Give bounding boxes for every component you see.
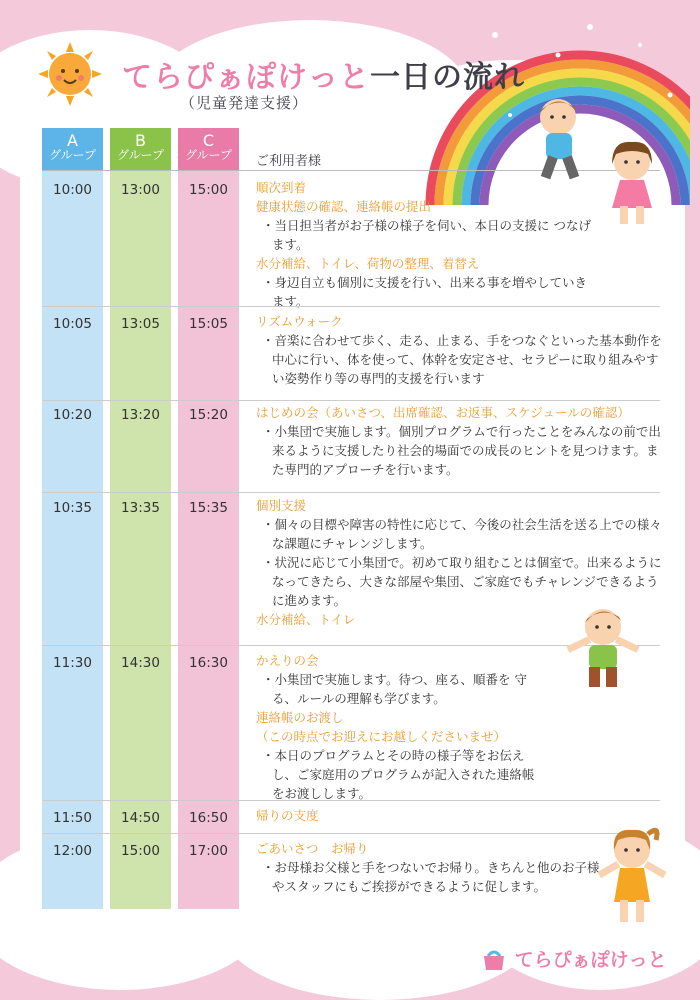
time-group-a: 10:05 bbox=[53, 316, 92, 332]
activity-heading: 健康状態の確認、連絡帳の提出 bbox=[256, 199, 432, 214]
time-group-c: 17:00 bbox=[189, 843, 228, 859]
group-b-letter: B bbox=[135, 131, 146, 150]
running-boy-icon bbox=[520, 95, 590, 190]
activity-detail: ・状況に応じて小集団で。初めて取り組むことは個室で。出来るようになってきたら、大きな部屋や集団、ご家庭でもチャレンジできるように進めます。 bbox=[262, 555, 662, 608]
pocket-logo-icon bbox=[480, 948, 508, 974]
time-group-b: 13:00 bbox=[121, 182, 160, 198]
time-group-b: 15:00 bbox=[121, 843, 160, 859]
group-a-label: グループ bbox=[48, 148, 97, 162]
time-group-c: 15:20 bbox=[189, 407, 228, 423]
group-c-letter: C bbox=[202, 131, 215, 150]
group-b-label: グループ bbox=[116, 148, 165, 162]
time-group-a: 10:20 bbox=[53, 407, 92, 423]
row-divider bbox=[42, 306, 660, 307]
time-group-b: 13:35 bbox=[121, 500, 160, 516]
time-group-b: 14:30 bbox=[121, 655, 160, 671]
activity-description bbox=[256, 403, 666, 479]
time-group-c: 16:50 bbox=[189, 810, 228, 826]
activity-heading: リズムウォーク bbox=[256, 314, 343, 329]
time-group-a: 10:00 bbox=[53, 182, 92, 198]
group-c-label: グループ bbox=[184, 148, 233, 162]
activity-detail: ・個々の目標や障害の特性に応じて、今後の社会生活を送る上での様々な課題にチャレンジします。 bbox=[262, 517, 662, 551]
activity-detail: ・小集団で実施します。待つ、座る、順番を 守る、ルールの理解も学びます。 bbox=[262, 672, 527, 706]
time-group-c: 16:30 bbox=[189, 655, 228, 671]
activity-heading: ごあいさつ お帰り bbox=[256, 841, 369, 856]
row-divider bbox=[42, 833, 660, 834]
footer-logo-text: てらぴぁぽけっと bbox=[514, 949, 667, 971]
running-girl-icon bbox=[598, 140, 666, 230]
activity-description bbox=[256, 178, 596, 311]
time-group-c: 15:05 bbox=[189, 316, 228, 332]
activity-heading: 個別支援 bbox=[256, 498, 307, 513]
activity-description bbox=[256, 839, 601, 896]
row-divider bbox=[42, 400, 660, 401]
time-group-a: 10:35 bbox=[53, 500, 92, 516]
group-a-column bbox=[42, 128, 103, 909]
time-group-a: 11:50 bbox=[53, 810, 92, 826]
activity-detail: ・当日担当者がお子様の様子を伺い、本日の支援に つなげます。 bbox=[262, 218, 591, 252]
time-group-a: 12:00 bbox=[53, 843, 92, 859]
activity-heading: （この時点でお迎えにお越しくださいませ） bbox=[256, 729, 507, 744]
activity-detail: ・身辺自立も個別に支援を行い、出来る事を増やしていきます。 bbox=[262, 275, 588, 309]
group-a-header bbox=[42, 128, 103, 170]
title-text: 一日の流れ bbox=[370, 60, 525, 95]
time-group-b: 13:05 bbox=[121, 316, 160, 332]
time-group-c: 15:35 bbox=[189, 500, 228, 516]
brand-name: てらぴぁぽけっと bbox=[122, 60, 370, 95]
footer-logo bbox=[480, 945, 667, 974]
activity-detail: ・小集団で実施します。個別プログラムで行ったことをみんなの前で出来るように支援したり社会的場面での成長のヒントを見つけます。また専門的アプローチを行います。 bbox=[262, 424, 661, 477]
waving-girl-icon bbox=[598, 820, 668, 930]
activity-detail: ・音楽に合わせて歩く、走る、止まる、手をつなぐといった基本動作を中心に行い、体を使って、体幹を安定させ、セラピーに取り組みやすい姿勢作り等の専門的支援を行います bbox=[262, 333, 662, 386]
activity-heading: 帰りの支度 bbox=[256, 808, 319, 823]
page-subtitle: （児童発達支援） bbox=[180, 94, 309, 112]
time-group-b: 13:20 bbox=[121, 407, 160, 423]
group-b-header bbox=[110, 128, 171, 170]
activity-detail: ・お母様お父様と手をつないでお帰り。きちんと他のお子様やスタッフにもご挨拶ができるように促します。 bbox=[262, 860, 600, 894]
jumping-boy-icon bbox=[565, 605, 640, 700]
group-c-header bbox=[178, 128, 239, 170]
group-a-letter: A bbox=[67, 131, 78, 150]
activity-heading: 順次到着 bbox=[256, 180, 307, 195]
group-c-column bbox=[178, 128, 239, 909]
row-divider bbox=[42, 492, 660, 493]
row-divider bbox=[42, 800, 660, 801]
activity-heading: かえりの会 bbox=[256, 653, 319, 668]
time-group-a: 11:30 bbox=[53, 655, 92, 671]
time-group-c: 15:00 bbox=[189, 182, 228, 198]
activity-description bbox=[256, 312, 666, 388]
activity-heading: 連絡帳のお渡し bbox=[256, 710, 344, 725]
activity-description bbox=[256, 651, 546, 803]
page-title bbox=[122, 52, 525, 96]
activity-heading: はじめの会（あいさつ、出席確認、お返事、スケジュールの確認） bbox=[256, 405, 630, 420]
group-b-column bbox=[110, 128, 171, 909]
users-column-header: ご利用者様 bbox=[256, 154, 322, 169]
activity-heading: 水分補給、トイレ bbox=[256, 612, 356, 627]
activity-heading: 水分補給、トイレ、荷物の整理、着替え bbox=[256, 256, 480, 271]
activity-detail: ・本日のプログラムとその時の様子等をお伝えし、ご家庭用のプログラムが記入された連絡帳をお渡しします。 bbox=[262, 748, 535, 801]
sun-icon bbox=[38, 42, 102, 106]
time-group-b: 14:50 bbox=[121, 810, 160, 826]
